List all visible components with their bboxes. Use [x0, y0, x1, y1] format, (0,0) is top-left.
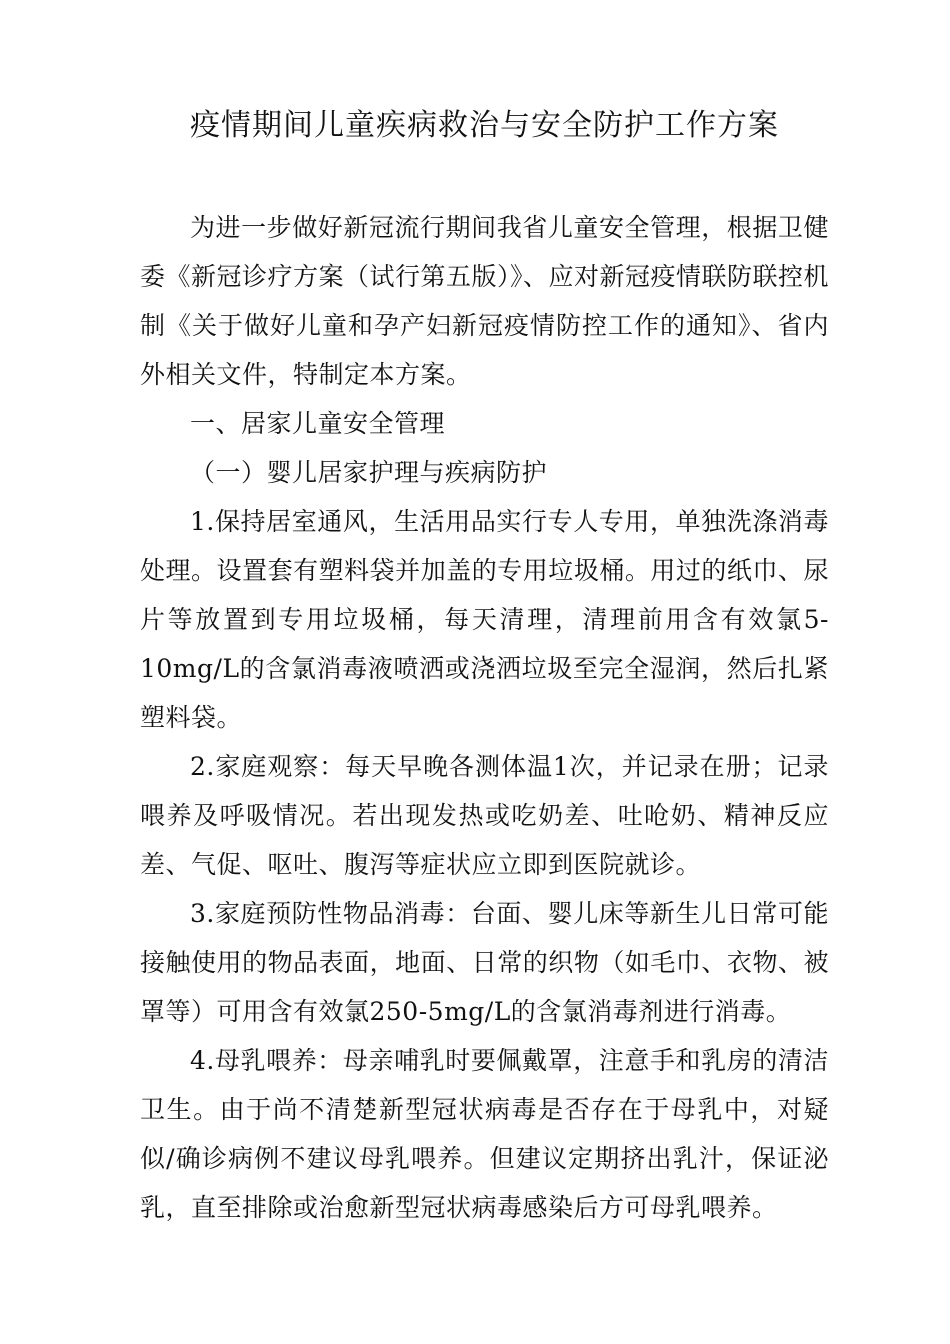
intro-paragraph: 为进一步做好新冠流行期间我省儿童安全管理，根据卫健委《新冠诊疗方案（试行第五版）》、应对新冠疫情联防联控机制《关于做好儿童和孕产妇新冠疫情防控工作的通知》、省内外相关文件，特制定本方案。	[140, 213, 830, 389]
list-item: 1.保持居室通风，生活用品实行专人专用，单独洗涤消毒处理。设置套有塑料袋并加盖的专用垃圾桶。用过的纸巾、尿片等放置到专用垃圾桶，每天清理，清理前用含有效氯5-10mg/L的含氯消毒液喷洒或浇洒垃圾至完全湿润，然后扎紧塑料袋。	[140, 507, 829, 732]
section-heading: 一、居家儿童安全管理	[190, 409, 446, 438]
list-item: 4.母乳喂养：母亲哺乳时要佩戴罩，注意手和乳房的清洁卫生。由于尚不清楚新型冠状病毒是否存在于母乳中，对疑似/确诊病例不建议母乳喂养。但建议定期挤出乳汁，保证泌乳，直至排除或治愈新型冠状病毒感染后方可母乳喂养。	[140, 1046, 829, 1222]
list-item: 2.家庭观察：每天早晚各测体温1次，并记录在册；记录喂养及呼吸情况。若出现发热或吃奶差、吐呛奶、精神反应差、气促、呕吐、腹泻等症状应立即到医院就诊。	[140, 752, 829, 879]
list-item: 3.家庭预防性物品消毒：台面、婴儿床等新生儿日常可能接触使用的物品表面，地面、日常的织物（如毛巾、衣物、被罩等）可用含有效氯250-5mg/L的含氯消毒剂进行消毒。	[140, 899, 829, 1026]
subsection-heading: （一）婴儿居家护理与疾病防护	[190, 458, 548, 487]
document-title: 疫情期间儿童疾病救治与安全防护工作方案	[190, 108, 779, 143]
